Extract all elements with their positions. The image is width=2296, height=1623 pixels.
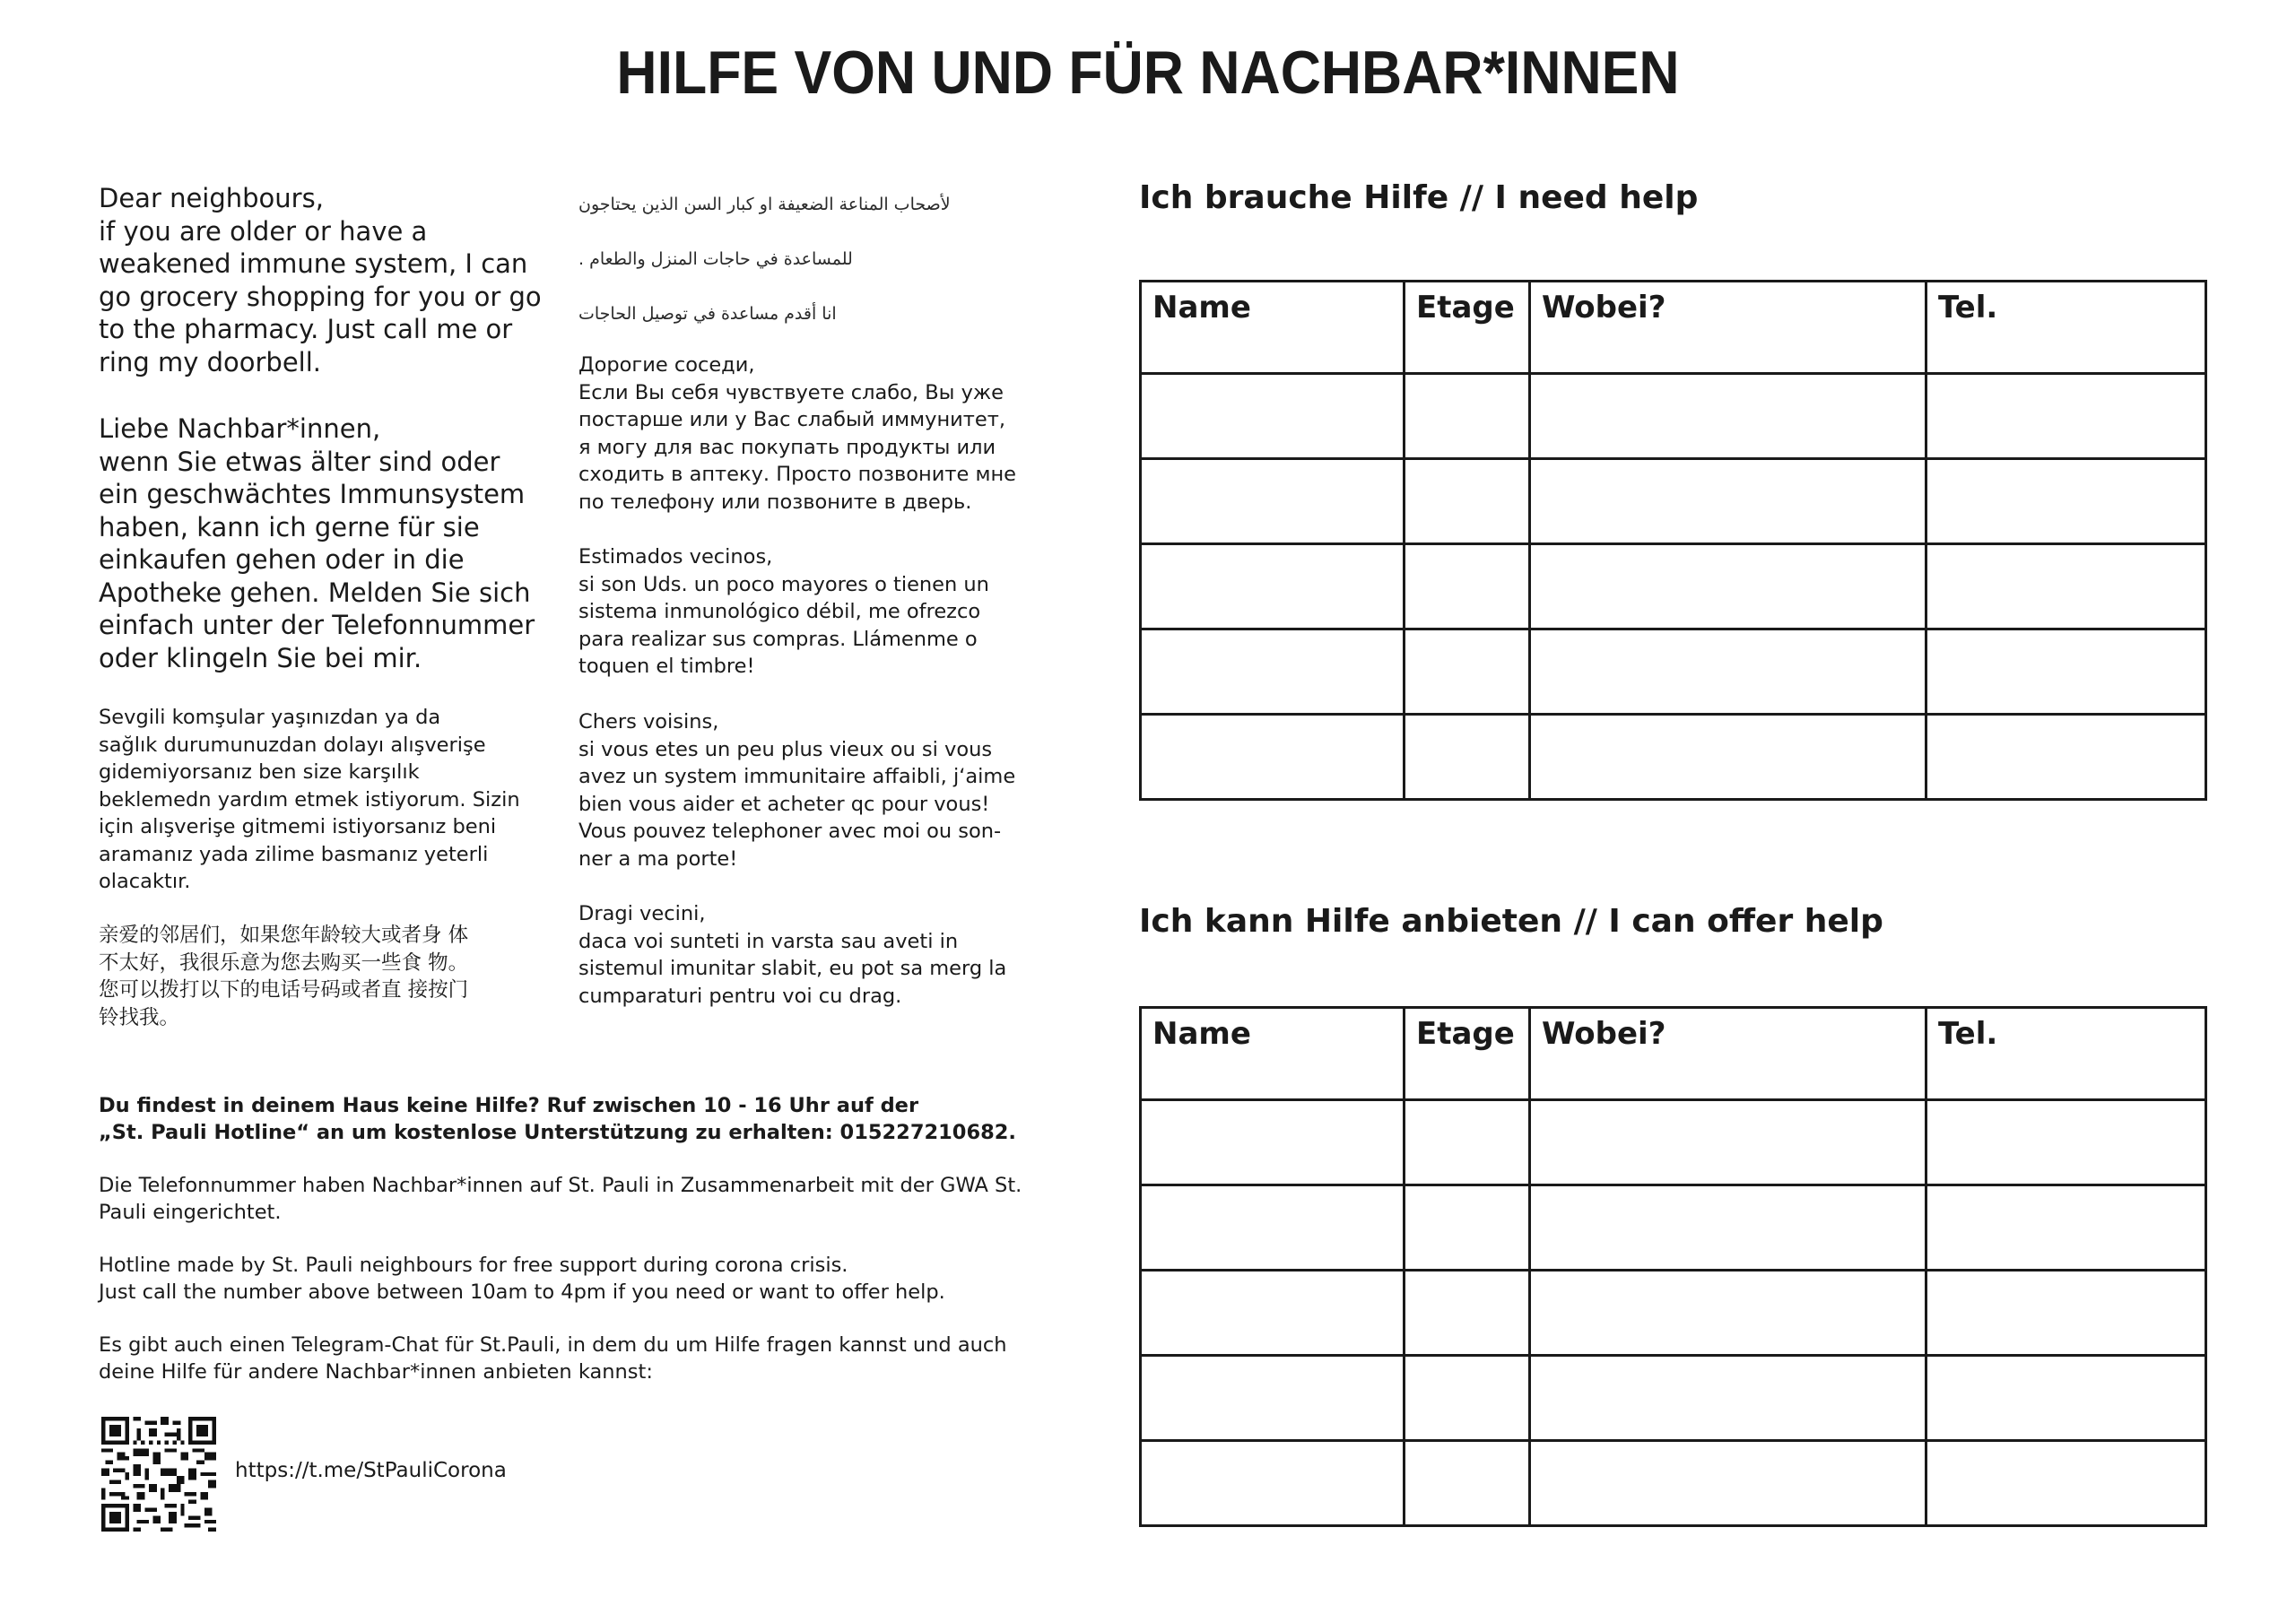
hotline-english-text: Hotline made by St. Pauli neighbours for free support during corona crisis. Just call the number above between 10am to 4pm if you need or want to offer help.	[99, 1254, 945, 1304]
offer-help-heading: Ich kann Hilfe anbieten // I can offer help	[1139, 903, 1883, 940]
tel-cell[interactable]	[1926, 1100, 2206, 1185]
tel-cell[interactable]	[1926, 715, 2206, 800]
column-header-wobei: Wobei?	[1530, 282, 1926, 374]
tel-cell[interactable]	[1926, 544, 2206, 629]
turkish-text: Sevgili komşular yaşınızdan ya da sağlık durumunuzdan dolayı alışverişe gidemiyorsanız ben size karşılık beklemedn yardım etmek istiyorum. Sizin için alışverişe gitmemi istiyorsanız beni aramanız yada zilime basmanız yeterli olacaktır.	[99, 706, 520, 893]
table-row	[1141, 629, 2206, 715]
column-header-etage: Etage	[1405, 1008, 1530, 1100]
etage-cell[interactable]	[1405, 1356, 1530, 1441]
wobei-cell[interactable]	[1530, 544, 1926, 629]
etage-cell[interactable]	[1405, 715, 1530, 800]
column-header-tel: Tel.	[1926, 1008, 2206, 1100]
french-text: Chers voisins, si vous etes un peu plus vieux ou si vous avez un system immunitaire affaibli, j‘aime bien vous aider et acheter qc pour vous! Vous pouvez telephoner avec moi ou son- ner a ma porte!	[578, 710, 1016, 871]
table-header-row	[1141, 282, 2206, 374]
hotline-text: Du findest in deinem Haus keine Hilfe? Ruf zwischen 10 - 16 Uhr auf der „St. Pauli Hotline“ an um kostenlose Unterstützung zu erhalten: 015227210682.	[99, 1094, 1016, 1144]
tel-cell[interactable]	[1926, 629, 2206, 715]
column-header-name: Name	[1141, 1008, 1405, 1100]
wobei-cell[interactable]	[1530, 1100, 1926, 1185]
column-header-name: Name	[1141, 282, 1405, 374]
qr-code-icon	[101, 1417, 216, 1532]
page-title: HILFE VON UND FÜR NACHBAR*INNEN	[616, 39, 1680, 107]
wobei-cell[interactable]	[1530, 1356, 1926, 1441]
name-cell[interactable]	[1141, 715, 1405, 800]
need-help-table	[1139, 280, 2207, 801]
table-row	[1141, 459, 2206, 544]
name-cell[interactable]	[1141, 1185, 1405, 1271]
tel-cell[interactable]	[1926, 459, 2206, 544]
table-row	[1141, 1356, 2206, 1441]
spanish-text: Estimados vecinos, si son Uds. un poco mayores o tienen un sistema inmunológico débil, me ofrezco para realizar sus compras. Llámenme o toquen el timbre!	[578, 545, 989, 678]
etage-cell[interactable]	[1405, 1271, 1530, 1356]
table-row	[1141, 715, 2206, 800]
wobei-cell[interactable]	[1530, 1441, 1926, 1526]
tel-cell[interactable]	[1926, 374, 2206, 459]
wobei-cell[interactable]	[1530, 459, 1926, 544]
name-cell[interactable]	[1141, 374, 1405, 459]
column-header-wobei: Wobei?	[1530, 1008, 1926, 1100]
need-help-heading: Ich brauche Hilfe // I need help	[1139, 179, 1699, 216]
tel-cell[interactable]	[1926, 1441, 2206, 1526]
table-row	[1141, 1441, 2206, 1526]
german-text: Liebe Nachbar*innen, wenn Sie etwas älter sind oder ein geschwächtes Immunsystem haben, kann ich gerne für sie einkaufen gehen oder in die Apotheke gehen. Melden Sie sich einfach unter der Telefonnummer oder klingeln Sie bei mir.	[99, 413, 535, 673]
name-cell[interactable]	[1141, 1356, 1405, 1441]
etage-cell[interactable]	[1405, 1100, 1530, 1185]
russian-text: Дорогие соседи, Если Вы себя чувствуете слабо, Вы уже постарше или у Вас слабый иммунитет, я могу для вас покупать продукты или сходить в аптеку. Просто позвоните мне по телефону или позвоните в дверь.	[578, 353, 1017, 514]
english-text: Dear neighbours, if you are older or have a weakened immune system, I can go grocery shopping for you or go to the pharmacy. Just call me or ring my doorbell.	[99, 183, 542, 378]
tel-cell[interactable]	[1926, 1185, 2206, 1271]
name-cell[interactable]	[1141, 629, 1405, 715]
table-row	[1141, 1185, 2206, 1271]
arabic-text-3: انا أقدم مساعدة في توصيل الحاجات	[578, 304, 837, 324]
name-cell[interactable]	[1141, 459, 1405, 544]
table-row	[1141, 1100, 2206, 1185]
wobei-cell[interactable]	[1530, 629, 1926, 715]
etage-cell[interactable]	[1405, 1441, 1530, 1526]
column-header-tel: Tel.	[1926, 282, 2206, 374]
etage-cell[interactable]	[1405, 459, 1530, 544]
arabic-text-2: للمساعدة في حاجات المنزل والطعام .	[578, 249, 853, 269]
wobei-cell[interactable]	[1530, 374, 1926, 459]
etage-cell[interactable]	[1405, 1185, 1530, 1271]
arabic-text-1: لأصحاب المناعة الضعيفة او كبار السن الذين يحتاجون	[578, 195, 951, 214]
etage-cell[interactable]	[1405, 374, 1530, 459]
setup-text: Die Telefonnummer haben Nachbar*innen auf St. Pauli in Zusammenarbeit mit der GWA St. Pauli eingerichtet.	[99, 1174, 1022, 1224]
column-header-etage: Etage	[1405, 282, 1530, 374]
etage-cell[interactable]	[1405, 544, 1530, 629]
table-header-row	[1141, 1008, 2206, 1100]
wobei-cell[interactable]	[1530, 1271, 1926, 1356]
name-cell[interactable]	[1141, 1271, 1405, 1356]
telegram-text: Es gibt auch einen Telegram-Chat für St.Pauli, in dem du um Hilfe fragen kannst und auch deine Hilfe für andere Nachbar*innen anbieten kannst:	[99, 1333, 1007, 1384]
table-row	[1141, 1271, 2206, 1356]
name-cell[interactable]	[1141, 1100, 1405, 1185]
etage-cell[interactable]	[1405, 629, 1530, 715]
chinese-text: 亲爱的邻居们，如果您年龄较大或者身 体 不太好，我很乐意为您去购买一些食 物。 您可以拨打以下的电话号码或者直 接按门 铃找我。	[99, 924, 469, 1029]
wobei-cell[interactable]	[1530, 715, 1926, 800]
name-cell[interactable]	[1141, 1441, 1405, 1526]
name-cell[interactable]	[1141, 544, 1405, 629]
offer-help-table	[1139, 1006, 2207, 1527]
tel-cell[interactable]	[1926, 1271, 2206, 1356]
table-row	[1141, 544, 2206, 629]
table-row	[1141, 374, 2206, 459]
romanian-text: Dragi vecini, daca voi sunteti in varsta sau aveti in sistemul imunitar slabit, eu pot sa merg la cumparaturi pentru voi cu drag.	[578, 902, 1007, 1008]
telegram-link[interactable]: https://t.me/StPauliCorona	[235, 1459, 507, 1482]
wobei-cell[interactable]	[1530, 1185, 1926, 1271]
tel-cell[interactable]	[1926, 1356, 2206, 1441]
